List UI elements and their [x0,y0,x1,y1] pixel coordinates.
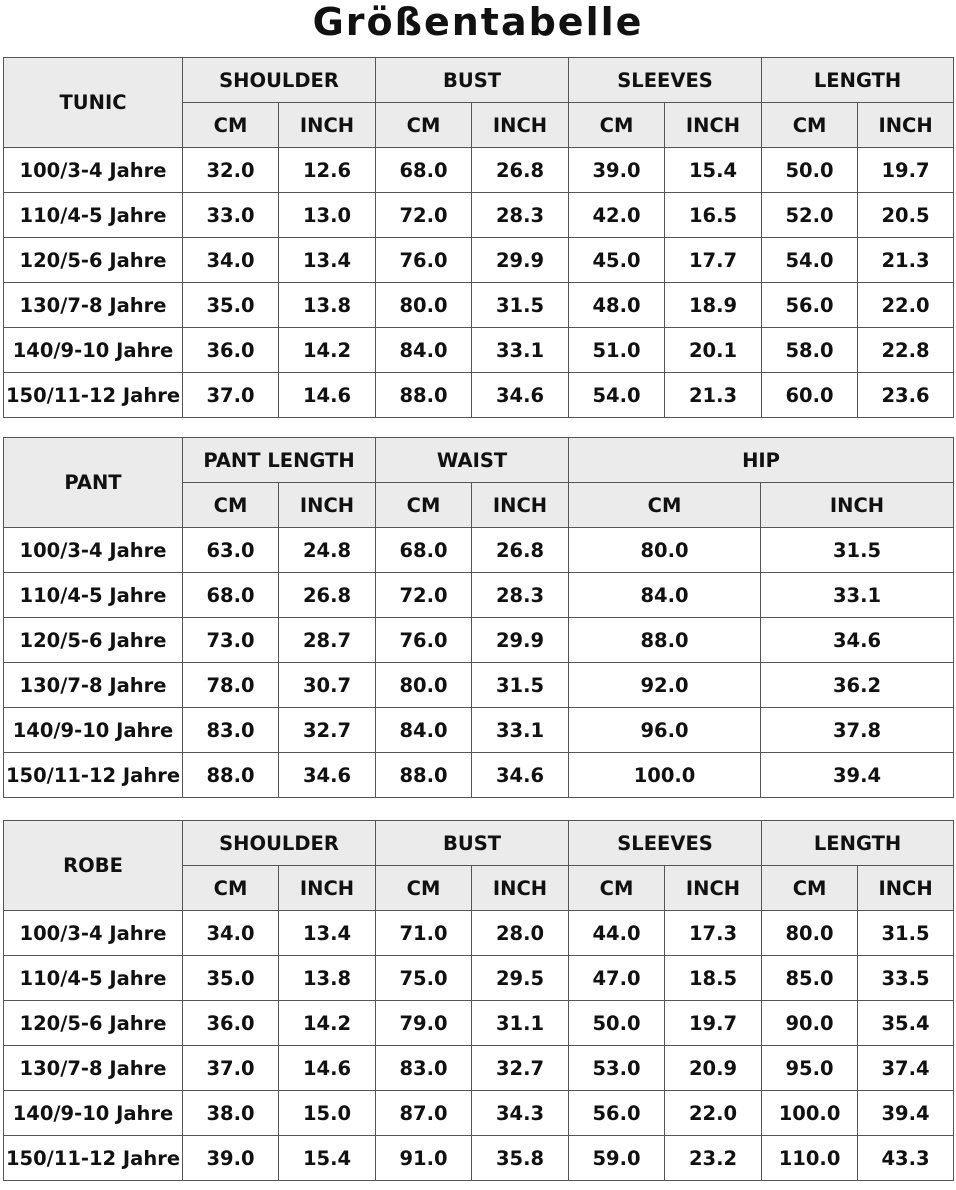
measurement-cell: 15.4 [665,148,762,193]
measurement-cell: 80.0 [762,911,858,956]
measurement-cell: 39.0 [569,148,665,193]
measurement-cell: 37.4 [858,1046,954,1091]
unit-header: CM [569,483,761,528]
table-row [4,573,954,618]
measurement-cell: 80.0 [376,283,472,328]
group-header: BUST [376,58,569,103]
measurement-cell: 83.0 [376,1046,472,1091]
table-header-row [4,58,954,103]
unit-header: INCH [665,103,762,148]
group-header: LENGTH [762,821,954,866]
measurement-cell: 47.0 [569,956,665,1001]
measurement-cell: 48.0 [569,283,665,328]
measurement-cell: 96.0 [569,708,761,753]
measurement-cell: 44.0 [569,911,665,956]
measurement-cell: 20.9 [665,1046,762,1091]
table-row [4,753,954,798]
group-header: SHOULDER [183,821,376,866]
measurement-cell: 35.0 [183,956,279,1001]
unit-header: INCH [472,483,569,528]
measurement-cell: 88.0 [183,753,279,798]
tunic-size-table [3,57,954,418]
unit-header: INCH [761,483,954,528]
unit-header: INCH [279,483,376,528]
measurement-cell: 50.0 [762,148,858,193]
measurement-cell: 76.0 [376,618,472,663]
unit-header: CM [376,866,472,911]
measurement-cell: 88.0 [376,373,472,418]
measurement-cell: 43.3 [858,1136,954,1181]
measurement-cell: 39.4 [761,753,954,798]
measurement-cell: 18.9 [665,283,762,328]
measurement-cell: 54.0 [569,373,665,418]
size-label: 120/5-6 Jahre [4,1001,183,1046]
size-label: 100/3-4 Jahre [4,528,183,573]
group-header: HIP [569,438,954,483]
measurement-cell: 68.0 [183,573,279,618]
group-header: PANT LENGTH [183,438,376,483]
measurement-cell: 33.0 [183,193,279,238]
measurement-cell: 16.5 [665,193,762,238]
table-row [4,238,954,283]
measurement-cell: 35.4 [858,1001,954,1046]
size-label: 100/3-4 Jahre [4,911,183,956]
measurement-cell: 31.5 [472,663,569,708]
measurement-cell: 38.0 [183,1091,279,1136]
measurement-cell: 100.0 [762,1091,858,1136]
measurement-cell: 50.0 [569,1001,665,1046]
measurement-cell: 14.2 [279,328,376,373]
measurement-cell: 26.8 [472,148,569,193]
measurement-cell: 13.4 [279,911,376,956]
measurement-cell: 80.0 [376,663,472,708]
measurement-cell: 76.0 [376,238,472,283]
table-name: PANT [4,438,183,528]
unit-header: CM [762,866,858,911]
measurement-cell: 22.8 [858,328,954,373]
measurement-cell: 78.0 [183,663,279,708]
measurement-cell: 31.1 [472,1001,569,1046]
measurement-cell: 24.8 [279,528,376,573]
measurement-cell: 35.0 [183,283,279,328]
measurement-cell: 34.6 [472,753,569,798]
table-row [4,373,954,418]
measurement-cell: 75.0 [376,956,472,1001]
measurement-cell: 35.8 [472,1136,569,1181]
measurement-cell: 30.7 [279,663,376,708]
measurement-cell: 68.0 [376,528,472,573]
measurement-cell: 88.0 [376,753,472,798]
measurement-cell: 17.7 [665,238,762,283]
table-row [4,283,954,328]
measurement-cell: 20.5 [858,193,954,238]
measurement-cell: 73.0 [183,618,279,663]
measurement-cell: 22.0 [665,1091,762,1136]
unit-header: CM [376,483,472,528]
unit-header: INCH [858,866,954,911]
measurement-cell: 31.5 [761,528,954,573]
measurement-cell: 20.1 [665,328,762,373]
size-label: 130/7-8 Jahre [4,283,183,328]
measurement-cell: 28.3 [472,573,569,618]
unit-header: INCH [858,103,954,148]
measurement-cell: 32.7 [472,1046,569,1091]
table-row [4,528,954,573]
measurement-cell: 28.7 [279,618,376,663]
measurement-cell: 84.0 [376,328,472,373]
measurement-cell: 110.0 [762,1136,858,1181]
measurement-cell: 87.0 [376,1091,472,1136]
measurement-cell: 19.7 [858,148,954,193]
table-row [4,193,954,238]
size-label: 110/4-5 Jahre [4,193,183,238]
size-label: 130/7-8 Jahre [4,663,183,708]
size-label: 140/9-10 Jahre [4,708,183,753]
size-label: 100/3-4 Jahre [4,148,183,193]
size-label: 140/9-10 Jahre [4,1091,183,1136]
measurement-cell: 59.0 [569,1136,665,1181]
measurement-cell: 39.0 [183,1136,279,1181]
table-header-row [4,438,954,483]
measurement-cell: 95.0 [762,1046,858,1091]
measurement-cell: 23.6 [858,373,954,418]
measurement-cell: 84.0 [569,573,761,618]
unit-header: CM [183,866,279,911]
measurement-cell: 34.0 [183,911,279,956]
pant-size-table [3,437,954,798]
group-header: WAIST [376,438,569,483]
measurement-cell: 100.0 [569,753,761,798]
measurement-cell: 13.0 [279,193,376,238]
measurement-cell: 34.6 [761,618,954,663]
measurement-cell: 14.6 [279,373,376,418]
page-title: Größentabelle [312,0,644,44]
unit-header: CM [762,103,858,148]
measurement-cell: 56.0 [762,283,858,328]
group-header: BUST [376,821,569,866]
measurement-cell: 52.0 [762,193,858,238]
measurement-cell: 58.0 [762,328,858,373]
size-label: 110/4-5 Jahre [4,573,183,618]
table-row [4,328,954,373]
measurement-cell: 80.0 [569,528,761,573]
measurement-cell: 34.0 [183,238,279,283]
measurement-cell: 12.6 [279,148,376,193]
measurement-cell: 26.8 [472,528,569,573]
measurement-cell: 13.4 [279,238,376,283]
measurement-cell: 84.0 [376,708,472,753]
measurement-cell: 29.9 [472,238,569,283]
unit-header: CM [569,866,665,911]
size-label: 120/5-6 Jahre [4,238,183,283]
measurement-cell: 83.0 [183,708,279,753]
size-label: 130/7-8 Jahre [4,1046,183,1091]
measurement-cell: 33.1 [472,708,569,753]
robe-size-table [3,820,954,1181]
measurement-cell: 33.1 [761,573,954,618]
unit-header: CM [569,103,665,148]
unit-header: INCH [279,103,376,148]
group-header: SLEEVES [569,58,762,103]
measurement-cell: 79.0 [376,1001,472,1046]
unit-header: INCH [472,866,569,911]
group-header: LENGTH [762,58,954,103]
measurement-cell: 88.0 [569,618,761,663]
size-label: 110/4-5 Jahre [4,956,183,1001]
measurement-cell: 36.0 [183,328,279,373]
table-row [4,148,954,193]
measurement-cell: 23.2 [665,1136,762,1181]
measurement-cell: 71.0 [376,911,472,956]
measurement-cell: 56.0 [569,1091,665,1136]
size-label: 140/9-10 Jahre [4,328,183,373]
measurement-cell: 21.3 [858,238,954,283]
unit-header: INCH [279,866,376,911]
measurement-cell: 29.9 [472,618,569,663]
measurement-cell: 29.5 [472,956,569,1001]
measurement-cell: 60.0 [762,373,858,418]
size-label: 150/11-12 Jahre [4,753,183,798]
measurement-cell: 45.0 [569,238,665,283]
unit-header: CM [183,483,279,528]
measurement-cell: 32.7 [279,708,376,753]
measurement-cell: 36.2 [761,663,954,708]
measurement-cell: 90.0 [762,1001,858,1046]
unit-header: INCH [472,103,569,148]
measurement-cell: 85.0 [762,956,858,1001]
measurement-cell: 72.0 [376,573,472,618]
measurement-cell: 19.7 [665,1001,762,1046]
group-header: SHOULDER [183,58,376,103]
table-row [4,911,954,956]
measurement-cell: 15.0 [279,1091,376,1136]
measurement-cell: 34.6 [279,753,376,798]
table-row [4,1136,954,1181]
measurement-cell: 13.8 [279,283,376,328]
measurement-cell: 34.3 [472,1091,569,1136]
measurement-cell: 31.5 [858,911,954,956]
group-header: SLEEVES [569,821,762,866]
table-row [4,1001,954,1046]
measurement-cell: 39.4 [858,1091,954,1136]
size-label: 150/11-12 Jahre [4,1136,183,1181]
size-label: 150/11-12 Jahre [4,373,183,418]
measurement-cell: 13.8 [279,956,376,1001]
measurement-cell: 14.2 [279,1001,376,1046]
measurement-cell: 63.0 [183,528,279,573]
measurement-cell: 22.0 [858,283,954,328]
table-name: TUNIC [4,58,183,148]
unit-header: INCH [665,866,762,911]
table-row [4,1046,954,1091]
unit-header: CM [376,103,472,148]
table-header-row [4,821,954,866]
measurement-cell: 28.0 [472,911,569,956]
table-row [4,1091,954,1136]
measurement-cell: 21.3 [665,373,762,418]
measurement-cell: 26.8 [279,573,376,618]
table-name: ROBE [4,821,183,911]
table-row [4,618,954,663]
size-label: 120/5-6 Jahre [4,618,183,663]
table-row [4,663,954,708]
measurement-cell: 15.4 [279,1136,376,1181]
table-row [4,708,954,753]
measurement-cell: 37.8 [761,708,954,753]
measurement-cell: 36.0 [183,1001,279,1046]
measurement-cell: 14.6 [279,1046,376,1091]
measurement-cell: 28.3 [472,193,569,238]
measurement-cell: 37.0 [183,373,279,418]
measurement-cell: 32.0 [183,148,279,193]
measurement-cell: 53.0 [569,1046,665,1091]
unit-header: CM [183,103,279,148]
measurement-cell: 37.0 [183,1046,279,1091]
measurement-cell: 33.5 [858,956,954,1001]
measurement-cell: 34.6 [472,373,569,418]
table-row [4,956,954,1001]
measurement-cell: 68.0 [376,148,472,193]
measurement-cell: 51.0 [569,328,665,373]
measurement-cell: 31.5 [472,283,569,328]
measurement-cell: 92.0 [569,663,761,708]
measurement-cell: 17.3 [665,911,762,956]
measurement-cell: 42.0 [569,193,665,238]
measurement-cell: 72.0 [376,193,472,238]
measurement-cell: 18.5 [665,956,762,1001]
measurement-cell: 33.1 [472,328,569,373]
measurement-cell: 91.0 [376,1136,472,1181]
measurement-cell: 54.0 [762,238,858,283]
